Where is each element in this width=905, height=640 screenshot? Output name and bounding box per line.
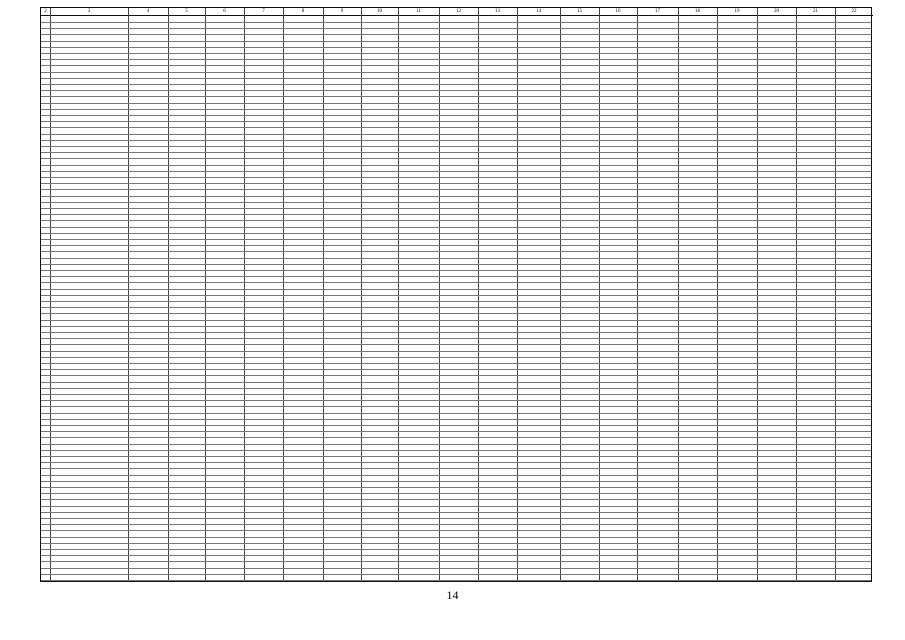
page-number: 14 bbox=[446, 588, 459, 602]
column-number-header: 8 bbox=[283, 8, 323, 16]
row-divider bbox=[41, 537, 871, 538]
row-divider bbox=[41, 28, 871, 29]
row-divider bbox=[41, 276, 871, 277]
row-divider bbox=[41, 214, 871, 215]
row-divider bbox=[41, 351, 871, 352]
row-divider bbox=[41, 109, 871, 110]
row-divider bbox=[41, 320, 871, 321]
row-divider bbox=[41, 425, 871, 426]
row-divider bbox=[41, 431, 871, 432]
column-number-header: 11 bbox=[398, 8, 439, 16]
row-divider bbox=[41, 208, 871, 209]
row-divider bbox=[41, 47, 871, 48]
data-table bbox=[40, 7, 872, 582]
row-divider bbox=[41, 90, 871, 91]
row-divider bbox=[41, 165, 871, 166]
row-divider bbox=[41, 580, 871, 581]
column-number-header: 13 bbox=[478, 8, 517, 16]
row-divider bbox=[41, 419, 871, 420]
column-number-header: 7 bbox=[244, 8, 283, 16]
row-divider bbox=[41, 59, 871, 60]
column-number-header: 6 bbox=[205, 8, 244, 16]
row-divider bbox=[41, 332, 871, 333]
row-divider bbox=[41, 524, 871, 525]
column-number-header: 17 bbox=[637, 8, 678, 16]
row-divider bbox=[41, 344, 871, 345]
row-divider bbox=[41, 406, 871, 407]
row-divider bbox=[41, 146, 871, 147]
column-number-header: 21 bbox=[796, 8, 835, 16]
column-number-header: 9 bbox=[323, 8, 361, 16]
row-divider bbox=[41, 245, 871, 246]
row-divider bbox=[41, 530, 871, 531]
column-number-header: 18 bbox=[678, 8, 717, 16]
row-divider bbox=[41, 183, 871, 184]
row-divider bbox=[41, 512, 871, 513]
row-divider bbox=[41, 307, 871, 308]
row-divider bbox=[41, 462, 871, 463]
row-divider bbox=[41, 220, 871, 221]
row-divider bbox=[41, 437, 871, 438]
row-divider bbox=[41, 41, 871, 42]
row-divider bbox=[41, 227, 871, 228]
column-number-header: 10 bbox=[361, 8, 398, 16]
column-number-header: 15 bbox=[560, 8, 599, 16]
row-divider bbox=[41, 134, 871, 135]
row-divider bbox=[41, 313, 871, 314]
row-divider bbox=[41, 394, 871, 395]
row-divider bbox=[41, 158, 871, 159]
row-divider bbox=[41, 369, 871, 370]
row-divider bbox=[41, 487, 871, 488]
row-divider bbox=[41, 258, 871, 259]
row-divider bbox=[41, 152, 871, 153]
row-divider bbox=[41, 363, 871, 364]
row-divider bbox=[41, 400, 871, 401]
row-divider bbox=[41, 189, 871, 190]
row-divider bbox=[41, 289, 871, 290]
row-divider bbox=[41, 115, 871, 116]
row-divider bbox=[41, 78, 871, 79]
row-divider bbox=[41, 450, 871, 451]
row-divider bbox=[41, 295, 871, 296]
row-divider bbox=[41, 171, 871, 172]
row-divider bbox=[41, 481, 871, 482]
row-divider bbox=[41, 34, 871, 35]
row-divider bbox=[41, 140, 871, 141]
row-divider bbox=[41, 543, 871, 544]
row-divider bbox=[41, 375, 871, 376]
row-divider bbox=[41, 506, 871, 507]
row-divider bbox=[41, 22, 871, 23]
column-number-header: 22 bbox=[835, 8, 873, 16]
column-number-header: 19 bbox=[717, 8, 757, 16]
row-divider bbox=[41, 518, 871, 519]
row-divider bbox=[41, 103, 871, 104]
row-divider bbox=[41, 456, 871, 457]
row-divider bbox=[41, 388, 871, 389]
row-divider bbox=[41, 282, 871, 283]
row-divider bbox=[41, 202, 871, 203]
row-divider bbox=[41, 177, 871, 178]
row-divider bbox=[41, 357, 871, 358]
row-divider bbox=[41, 251, 871, 252]
row-divider bbox=[41, 127, 871, 128]
row-divider bbox=[41, 338, 871, 339]
row-divider bbox=[41, 121, 871, 122]
row-divider bbox=[41, 561, 871, 562]
row-divider bbox=[41, 493, 871, 494]
row-divider bbox=[41, 233, 871, 234]
row-divider bbox=[41, 413, 871, 414]
column-number-header: 20 bbox=[757, 8, 796, 16]
column-number-header: 16 bbox=[599, 8, 637, 16]
row-divider bbox=[41, 301, 871, 302]
row-divider bbox=[41, 444, 871, 445]
row-divider bbox=[41, 196, 871, 197]
column-number-header: 4 bbox=[128, 8, 168, 16]
row-divider bbox=[41, 468, 871, 469]
row-divider bbox=[41, 549, 871, 550]
column-number-header: 12 bbox=[439, 8, 478, 16]
row-divider bbox=[41, 239, 871, 240]
column-number-header: 3 bbox=[50, 8, 128, 16]
row-divider bbox=[41, 382, 871, 383]
row-divider bbox=[41, 96, 871, 97]
row-divider bbox=[41, 53, 871, 54]
row-divider bbox=[41, 568, 871, 569]
row-divider bbox=[41, 475, 871, 476]
row-divider bbox=[41, 326, 871, 327]
row-divider bbox=[41, 264, 871, 265]
row-divider bbox=[41, 574, 871, 575]
column-number-header: 2 bbox=[41, 8, 50, 16]
row-divider bbox=[41, 499, 871, 500]
row-divider bbox=[41, 72, 871, 73]
row-divider bbox=[41, 270, 871, 271]
row-divider bbox=[41, 65, 871, 66]
column-number-header: 5 bbox=[168, 8, 205, 16]
column-number-header: 14 bbox=[517, 8, 560, 16]
row-divider bbox=[41, 555, 871, 556]
row-divider bbox=[41, 84, 871, 85]
